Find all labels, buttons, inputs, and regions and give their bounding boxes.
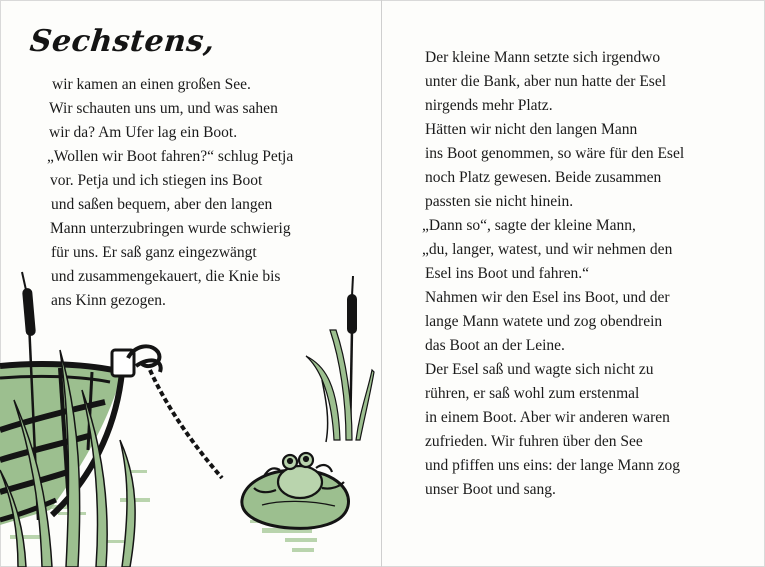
text-line: in einem Boot. Aber wir anderen waren [425,409,670,426]
text-line: nirgends mehr Platz. [425,97,553,114]
text-line: wir kamen an einen großen See. [52,76,251,93]
lake-illustration [0,270,381,567]
text-line: rühren, er saß wohl zum erstenmal [425,385,640,402]
text-line: „Dann so“, sagte der kleine Mann, [422,217,636,234]
text-line: Nahmen wir den Esel ins Boot, und der [425,289,670,306]
right-page-text [382,46,765,502]
text-line: und zusammengekauert, die Knie bis [51,268,281,285]
text-line: für uns. Er saß ganz eingezwängt [51,244,257,261]
text-line: Wir schauten uns um, und was sahen [49,100,278,117]
text-line: „du, langer, watest, und wir nehmen den [422,241,673,258]
chapter-heading: Sechstens, [28,24,217,59]
text-line: lange Mann watete und zog obendrein [425,313,663,330]
text-line: wir da? Am Ufer lag ein Boot. [49,124,238,141]
text-line: noch Platz gewesen. Beide zusammen [425,169,662,186]
text-line: „Wollen wir Boot fahren?“ schlug Petja [47,148,294,165]
text-line: vor. Petja und ich stiegen ins Boot [50,172,263,189]
text-line: ins Boot genommen, so wäre für den Esel [425,145,685,162]
right-page [382,0,765,567]
left-page [0,0,381,567]
text-line: passten sie nicht hinein. [425,193,574,210]
text-line: Hätten wir nicht den langen Mann [425,121,638,138]
rope [128,346,222,478]
text-line: unser Boot und sang. [425,481,556,498]
text-line: Der kleine Mann setzte sich irgendwo [425,49,661,66]
text-line: und saßen bequem, aber den langen [51,196,273,213]
right-cattail [306,276,374,442]
text-line: und pfiffen uns eins: der lange Mann zog [425,457,680,474]
text-line: Mann unterzubringen wurde schwierig [50,220,291,237]
text-line: das Boot an der Leine. [425,337,565,354]
text-line: ans Kinn gezogen. [51,292,166,309]
text-line: zufrieden. Wir fuhren über den See [425,433,643,450]
text-line: unter die Bank, aber nun hatte der Esel [425,73,667,90]
text-line: Esel ins Boot und fahren.“ [425,265,590,282]
text-line: Der Esel saß und wagte sich nicht zu [425,361,654,378]
